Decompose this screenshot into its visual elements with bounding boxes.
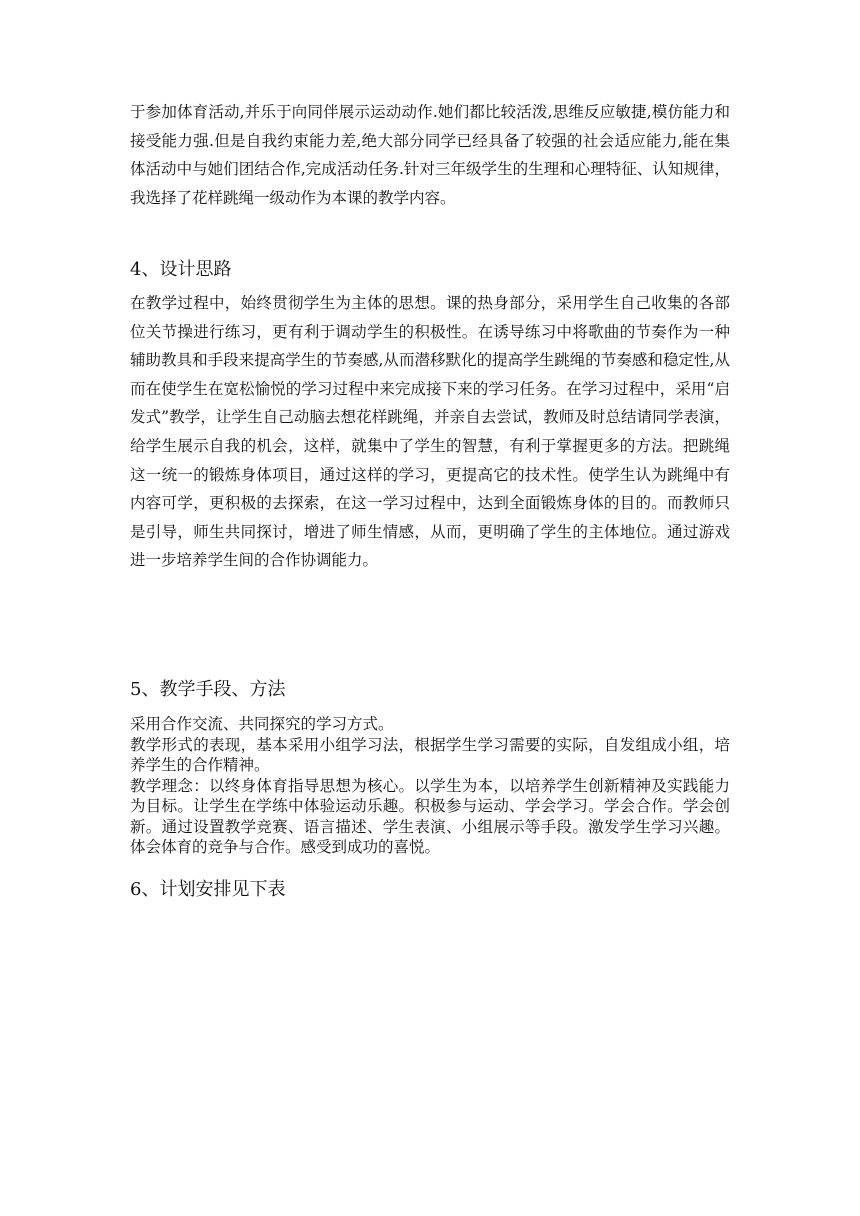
section-5-heading: 5、教学手段、方法: [130, 679, 286, 700]
section-4-paragraph: 在教学过程中，始终贯彻学生为主体的思想。课的热身部分，采用学生自己收集的各部位关节操进行练习，更有利于调动学生的积极性。在诱导练习中将歌曲的节奏作为一种辅助教具和手段来提高学生的节奏感,从而潜移默化的提高学生跳绳的节奏感和稳定性,从而在使学生在宽松愉悦的学习过程中来完成接下来的学习任务。在学习过程中，采用“启发式”教学，让学生自己动脑去想花样跳绳，并亲自去尝试，教师及时总结请同学表演，给学生展示自我的机会，这样，就集中了学生的智慧，有利于掌握更多的方法。把跳绳这一统一的锻炼身体项目，通过这样的学习，更提高它的技术性。使学生认为跳绳中有内容可学，更积极的去探索，在这一学习过程中，达到全面锻炼身体的目的。而教师只是引导，师生共同探讨，增进了师生情感，从而，更明确了学生的主体地位。通过游戏进一步培养学生间的合作协调能力。: [130, 294, 730, 570]
section-6-heading: 6、计划安排见下表: [130, 879, 286, 900]
section-4-heading: 4、设计思路: [130, 259, 232, 280]
intro-paragraph: 于参加体育活动,并乐于向同伴展示运动动作.她们都比较活泼,思维反应敏捷,模仿能力和接受能力强.但是自我约束能力差,绝大部分同学已经具备了较强的社会适应能力,能在集体活动中与她们团结合作,完成活动任务.针对三年级学生的生理和心理特征、认知规律，我选择了花样跳绳一级动作为本课的教学内容。: [130, 103, 730, 207]
section-5-paragraph: 采用合作交流、共同探究的学习方式。 教学形式的表现，基本采用小组学习法，根据学生学习需要的实际，自发组成小组，培养学生的合作精神。 教学理念：以终身体育指导思想为核心。以学生为本，以培养学生创新精神及实践能力为目标。让学生在学练中体验运动乐趣。积极参与运动、学会学习。学会合作。学会创新。通过设置教学竞赛、语言描述、学生表演、小组展示等手段。激发学生学习兴趣。体会体育的竞争与合作。感受到成功的喜悦。: [130, 715, 730, 856]
